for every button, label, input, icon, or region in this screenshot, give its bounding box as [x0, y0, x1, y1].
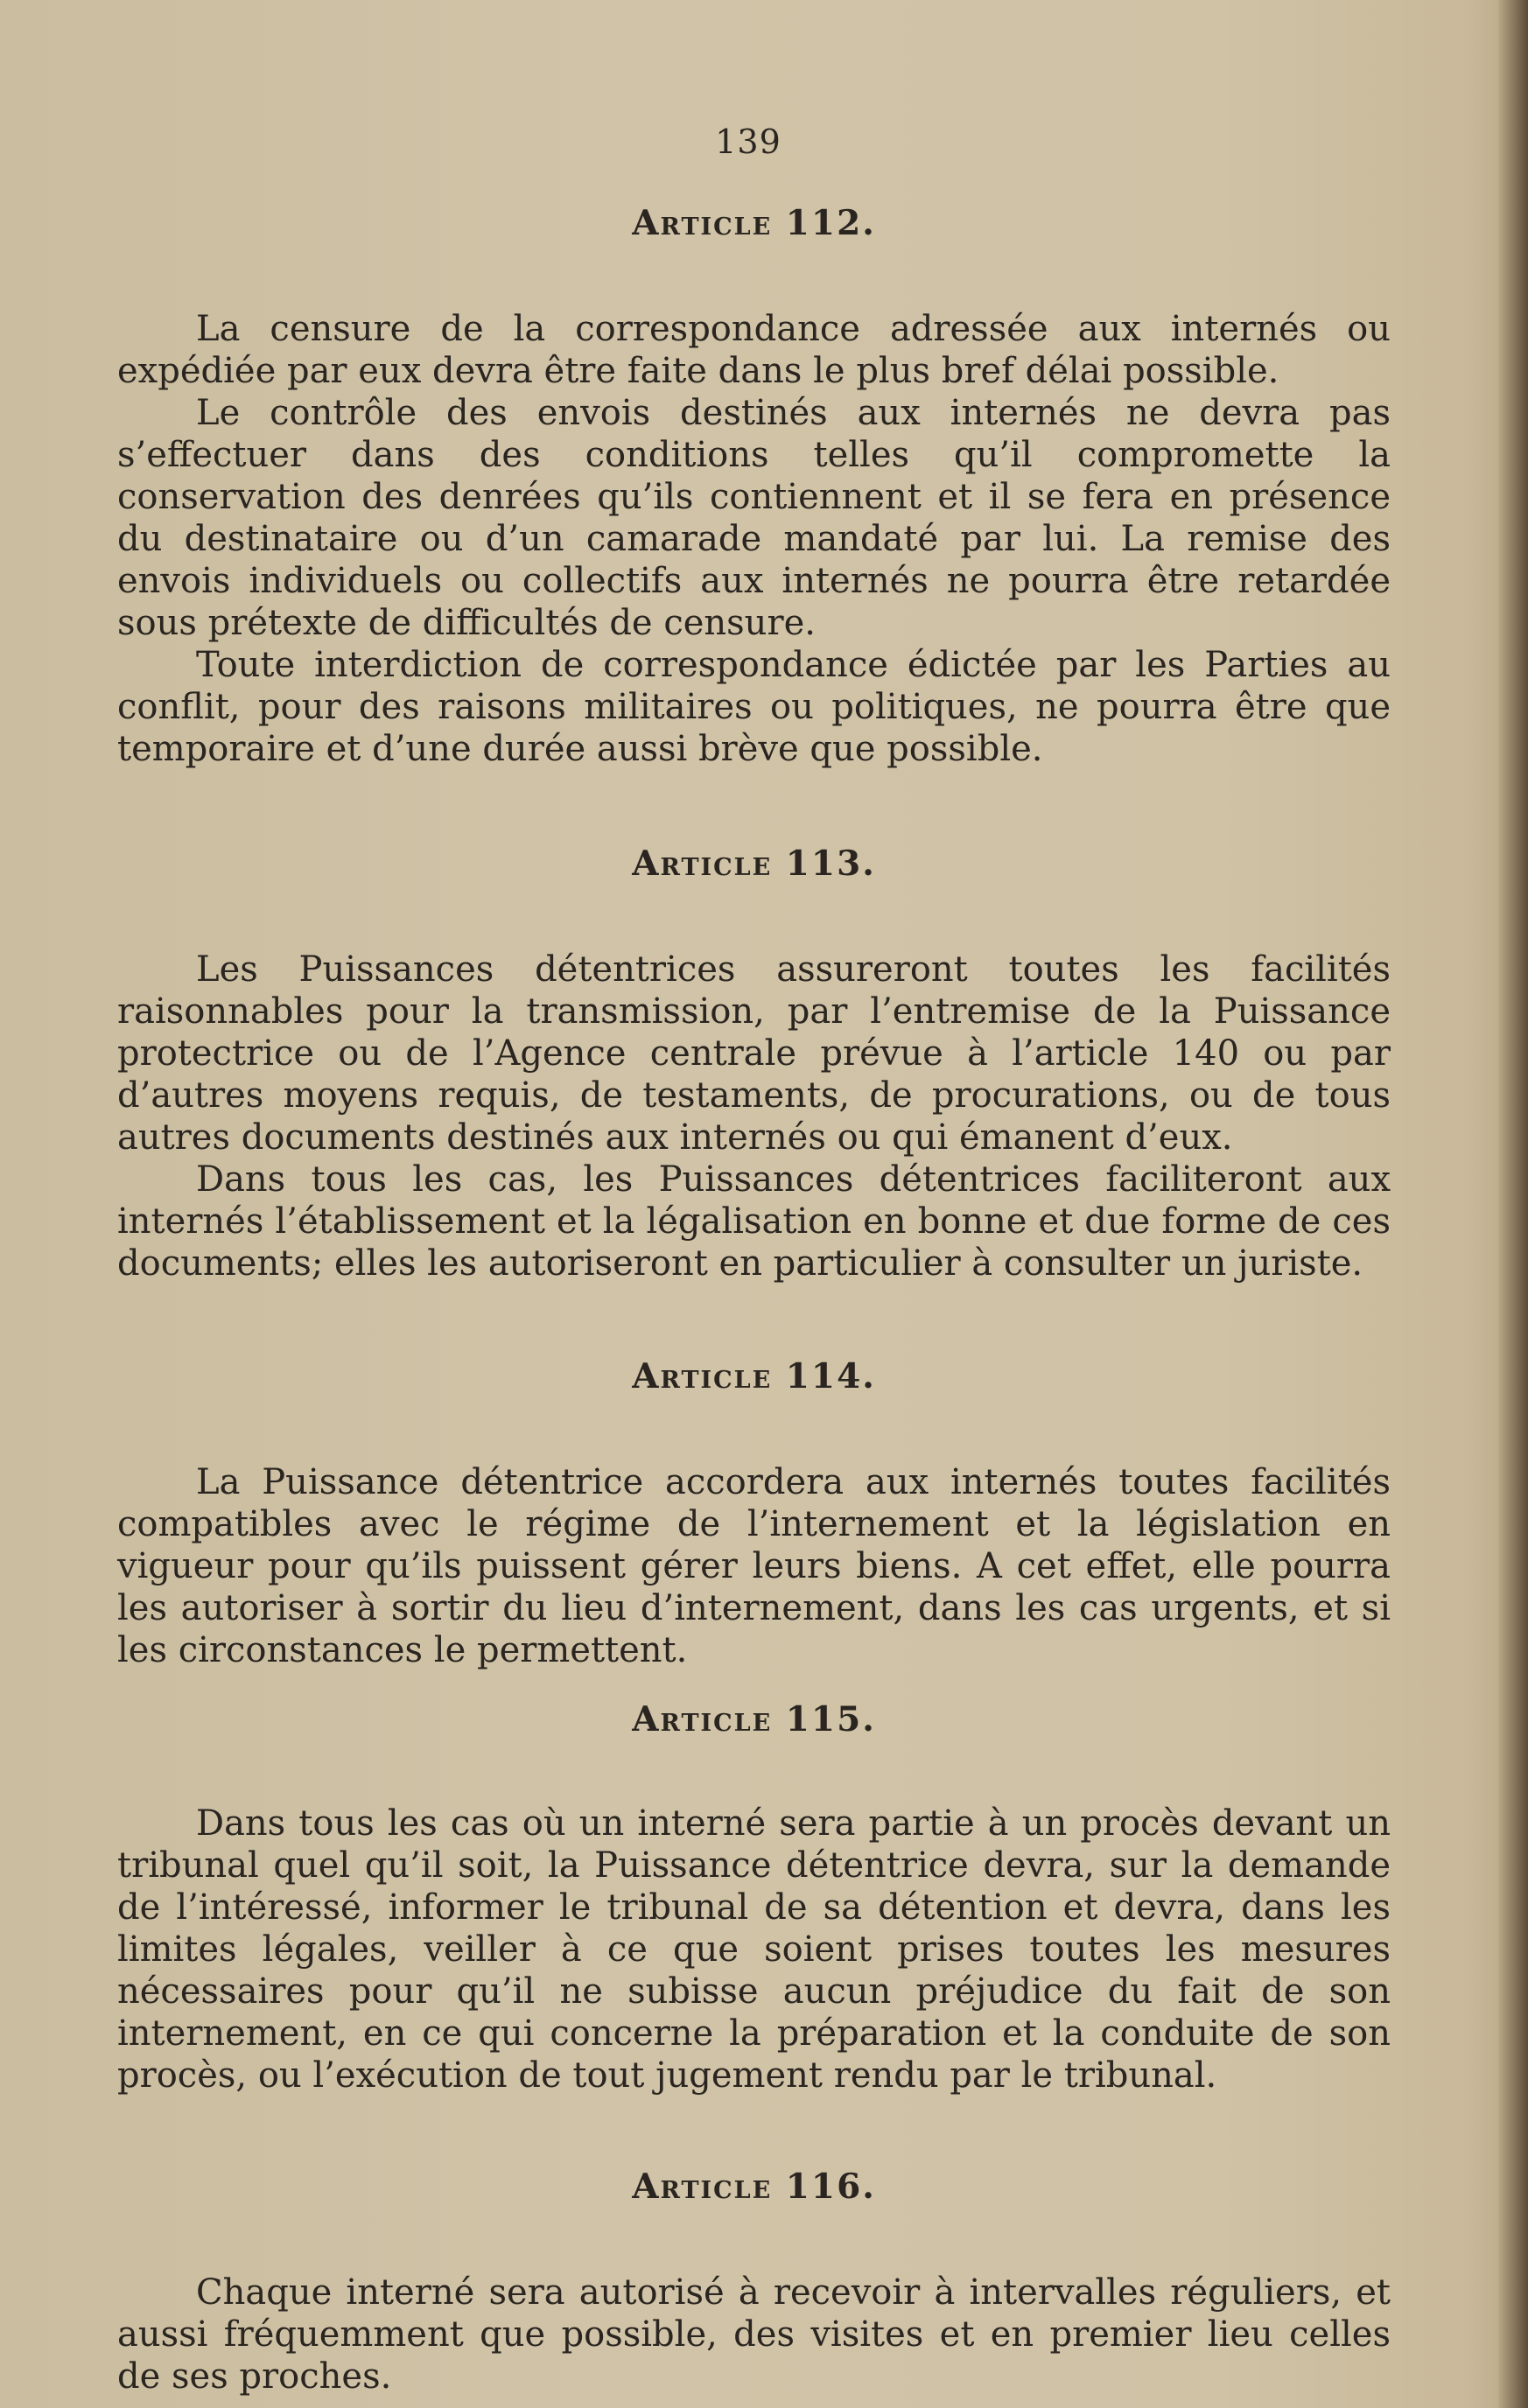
article-body: [117, 1461, 1391, 1671]
article-body: [117, 2272, 1391, 2398]
paragraph: Dans tous les cas, les Puissances détentrices faciliteront aux internés l’établissement et la légalisation en bonne et due forme de ces documents; elles les autoriseront en particulier à consulter un juriste.: [117, 1159, 1391, 1284]
page-number: 139: [715, 122, 782, 161]
article-114: [117, 1356, 1391, 1671]
article-heading: Article 112.: [632, 203, 876, 243]
paragraph: Dans tous les cas où un interné sera partie à un procès devant un tribunal quel qu’il soit, la Puissance détentrice devra, sur la demande de l’intéressé, informer le tribunal de sa détention et devra, dans les limites légales, veiller à ce que soient prises toutes les mesures nécessaires pour qu’il ne subisse aucun préjudice du fait de son internement, en ce qui concerne la préparation et la conduite de son procès, ou l’exécution de tout jugement rendu par le tribunal.: [117, 1803, 1391, 2096]
article-heading: Article 113.: [632, 844, 876, 884]
article-112: [117, 203, 1391, 770]
paragraph: Chaque interné sera autorisé à recevoir à intervalles réguliers, et aussi fréquemment que possible, des visites et en premier lieu celles de ses proches.: [117, 2272, 1391, 2397]
paragraph: Les Puissances détentrices assureront toutes les facilités raisonnables pour la transmission, par l’entremise de la Puissance protectrice ou de l’Agence centrale prévue à l’article 140 ou par d’autres moyens requis, de testaments, de procurations, ou de tous autres documents destinés aux internés ou qui émanent d’eux.: [117, 949, 1391, 1158]
article-113: [117, 844, 1391, 1284]
page-edge-shadow: [1498, 0, 1528, 2408]
article-body: [117, 1802, 1391, 2096]
article-heading: Article 114.: [632, 1356, 876, 1396]
paragraph: Toute interdiction de correspondance édictée par les Parties au conflit, pour des raisons militaires ou politiques, ne pourra être que temporaire et d’une durée aussi brève que possible.: [117, 645, 1391, 769]
page-content: [117, 203, 1391, 2398]
article-body: [117, 948, 1391, 1284]
paragraph: La Puissance détentrice accordera aux internés toutes facilités compatibles avec le régime de l’internement et la législation en vigueur pour qu’ils puissent gérer leurs biens. A cet effet, elle pourra les autoriser à sortir du lieu d’internement, dans les cas urgents, et si les circonstances le permettent.: [117, 1462, 1391, 1670]
paragraph: La censure de la correspondance adressée aux internés ou expédiée par eux devra être faite dans le plus bref délai possible.: [117, 309, 1391, 391]
article-heading: Article 116.: [632, 2166, 876, 2207]
article-115: [117, 1699, 1391, 2096]
article-body: [117, 308, 1391, 770]
article-116: [117, 2166, 1391, 2398]
article-heading: Article 115.: [632, 1699, 876, 1740]
paragraph: Le contrôle des envois destinés aux internés ne devra pas s’effectuer dans des conditions telles qu’il compromette la conservation des denrées qu’ils contiennent et il se fera en présence du destinataire ou d’un camarade mandaté par lui. La remise des envois individuels ou collectifs aux internés ne pourra être retardée sous prétexte de difficultés de censure.: [117, 393, 1391, 643]
